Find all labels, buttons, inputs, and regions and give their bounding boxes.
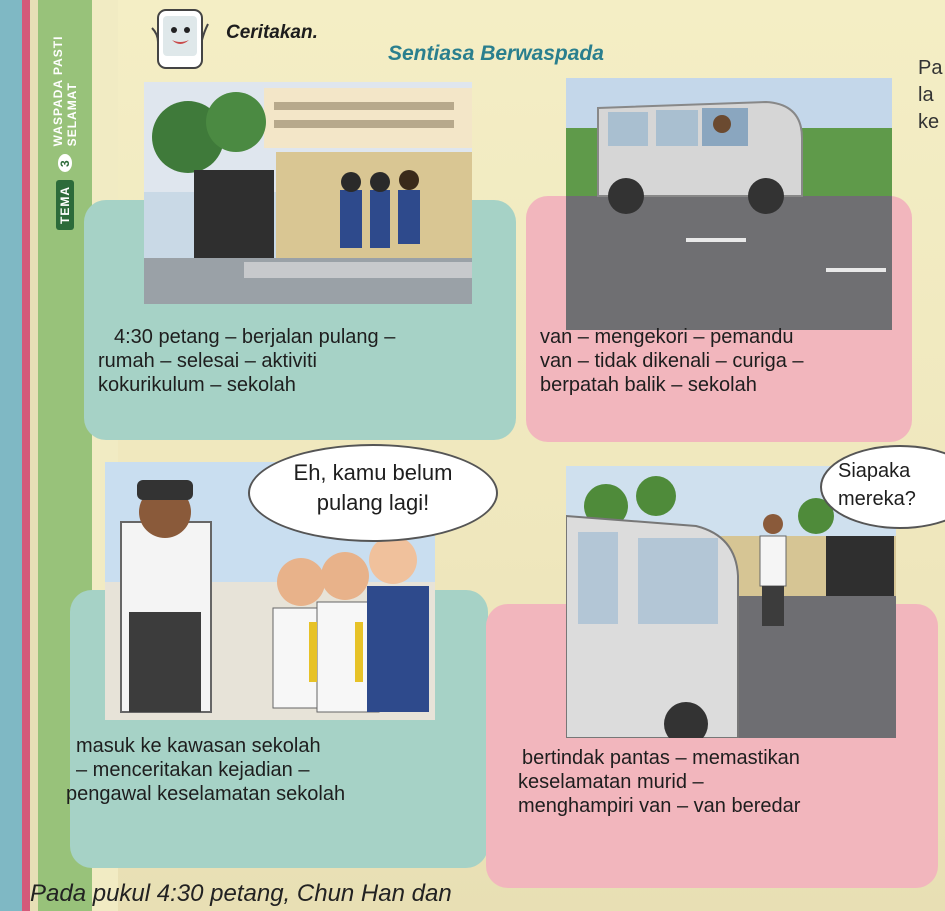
story-title: Sentiasa Berwaspada — [388, 42, 604, 65]
speech-bubble — [248, 444, 498, 542]
speech-line: Eh, kamu belum — [293, 460, 453, 485]
caption-line: pengawal keselamatan sekolah — [66, 783, 346, 805]
next-page-text — [918, 55, 942, 136]
theme-number: 3 — [58, 154, 72, 172]
caption-line: keselamatan murid – — [518, 771, 704, 793]
edge-line: ke — [918, 111, 940, 133]
caption-line: rumah – selesai – aktiviti — [98, 350, 317, 372]
caption-line: 4:30 petang – berjalan pulang – — [114, 326, 396, 348]
edge-line: la — [918, 84, 934, 106]
tablet-mascot-icon — [150, 4, 212, 76]
bottom-story-text: Pada pukul 4:30 petang, Chun Han dan — [30, 880, 452, 907]
theme-tag: TEMA — [56, 180, 74, 230]
caption-line: – menceritakan kejadian – — [76, 759, 310, 781]
edge-line: Pa — [918, 57, 943, 79]
panel-2-caption — [540, 325, 804, 397]
panel-2-illustration — [566, 78, 892, 330]
panel-1-caption — [98, 325, 395, 397]
thought-line: Siapaka — [838, 460, 911, 482]
caption-line: van – mengekori – pemandu — [540, 326, 794, 348]
caption-line: menghampiri van – van beredar — [518, 795, 801, 817]
caption-line: berpatah balik – sekolah — [540, 374, 757, 396]
caption-line: bertindak pantas – memastikan — [522, 747, 800, 769]
theme-label — [40, 30, 90, 230]
caption-line: masuk ke kawasan sekolah — [76, 735, 321, 757]
caption-line: kokurikulum – sekolah — [98, 374, 296, 396]
theme-title: WASPADA PASTI SELAMAT — [51, 35, 79, 147]
thought-line: mereka? — [838, 488, 916, 510]
panel-3-caption — [66, 734, 345, 806]
speech-line: pulang lagi! — [316, 490, 430, 515]
caption-line: van – tidak dikenali – curiga – — [540, 350, 804, 372]
activity-label: Ceritakan. — [226, 22, 318, 43]
panel-1-illustration — [144, 82, 472, 304]
panel-4-caption — [518, 746, 800, 818]
